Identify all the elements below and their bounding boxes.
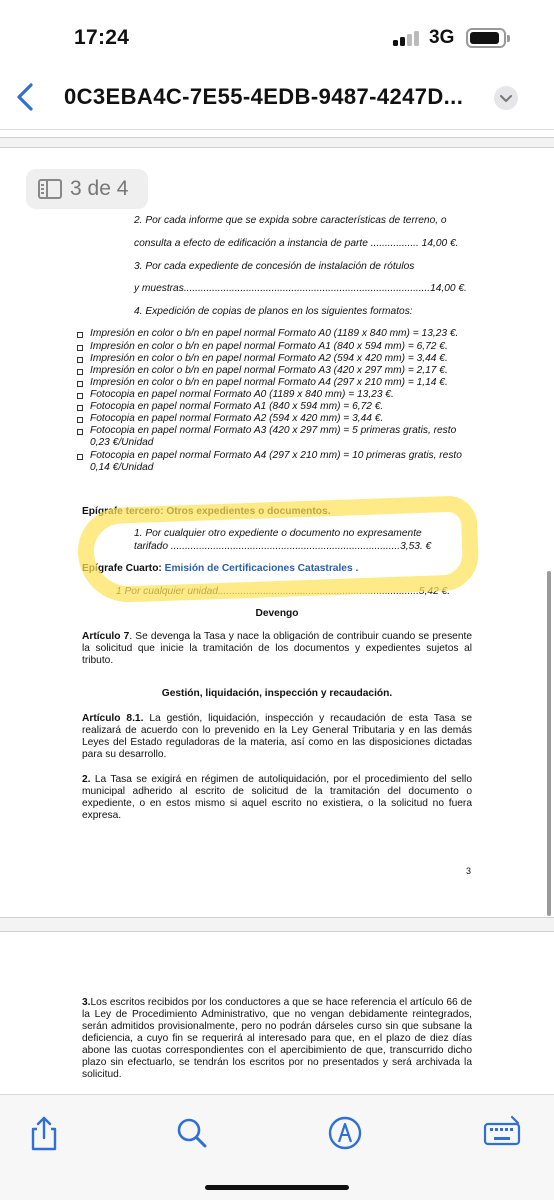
articulo-7-label: Artículo 7 bbox=[82, 631, 130, 642]
list-item: Impresión en color o b/n en papel normal Formato A1 (840 x 594 mm) = 6,72 €. bbox=[90, 341, 475, 353]
search-button[interactable] bbox=[172, 1113, 212, 1153]
title-menu-button[interactable] bbox=[494, 86, 518, 110]
articulo-8-1 bbox=[82, 713, 472, 761]
list-item: Impresión en color o b/n en papel normal Formato A2 (594 x 420 mm) = 3,44 €. bbox=[90, 353, 475, 365]
list-item: Impresión en color o b/n en papel normal Formato A3 (420 x 297 mm) = 2,17 €. bbox=[90, 365, 475, 377]
item-2-line-2: consulta a efecto de edificación a instancia de parte ................. 14,00 €. bbox=[134, 238, 459, 249]
search-icon bbox=[172, 1113, 212, 1153]
scrollbar[interactable] bbox=[547, 571, 551, 916]
list-item: Impresión en color o b/n en papel normal Formato A0 (1189 x 840 mm) = 13,23 €. bbox=[90, 328, 475, 340]
articulo-8-1-label: Artículo 8.1. bbox=[82, 713, 144, 724]
item-3-line-2: y muestras.......................................................................................14,00 €. bbox=[134, 283, 467, 294]
paragraph-3-text: Los escritos recibidos por los conductores a que se hace referencia el artículo 66 de la Ley de Procedimiento Administrativo, que no vengan debidamente reintegrados, serán admitidos provisionalmente, pero no podrán dárseles curso sin que subsane la deficiencia, a cuyo fin se requerirá al interesado para que, en el plazo de diez días abone las cuotas correspondientes con el apercibimiento de que, transcurrido dicho plazo sin efectuarlo, se tendrán los escritos por no presentados y será archivada la solicitud. bbox=[82, 997, 472, 1081]
previous-page bbox=[0, 131, 554, 138]
network-label: 3G bbox=[429, 27, 455, 48]
navigation-bar bbox=[0, 64, 554, 130]
page-number: 3 bbox=[466, 866, 472, 876]
epigrafe-3-title: Epígrafe tercero: Otros expedientes o documentos. bbox=[82, 506, 331, 517]
articulo-8-1-text: La gestión, liquidación, inspección y recaudación de esta Tasa se realizará de acuerdo con lo prevenido en la Ley General Tributaria y en las demás Leyes del Estado reguladoras de la materia, así como en las disposiciones dictadas para su desarrollo. bbox=[82, 713, 472, 761]
epigrafe-4-item: 1 Por cualquier unidad.......................................................................5,42 €. bbox=[116, 586, 451, 597]
list-item: Fotocopia en papel normal Formato A0 (1189 x 840 mm) = 13,23 €. bbox=[90, 389, 475, 401]
page-indicator-label: 3 de 4 bbox=[70, 177, 129, 200]
status-time: 17:24 bbox=[74, 26, 130, 49]
markup-button[interactable] bbox=[325, 1113, 365, 1153]
pdf-page-3 bbox=[0, 147, 554, 918]
epigrafe-4-title bbox=[82, 563, 358, 575]
chevron-down-icon bbox=[494, 86, 518, 110]
paragraph-2-text: La Tasa se exigirá en régimen de autoliquidación, por el procedimiento del sello municipal adherido al escrito de solicitud de la tramitación del documento o expediente, o en estos mismo si aquel escrito no existiera, o la solicitud no fuera expresa. bbox=[82, 774, 472, 822]
articulo-7 bbox=[82, 631, 472, 667]
articulo-7-text: . Se devenga la Tasa y nace la obligación de contribuir cuando se presente la solicitud que inicie la tramitación de los documentos y expedientes sujetos al tributo. bbox=[82, 631, 472, 667]
item-2-line-1: 2. Por cada informe que se expida sobre características de terreno, o bbox=[134, 215, 447, 226]
pdf-viewer[interactable] bbox=[0, 131, 554, 1094]
gestion-heading: Gestión, liquidación, inspección y recaudación. bbox=[161, 688, 393, 699]
document-title: 0C3EBA4C-7E55-4EDB-9487-4247D... bbox=[64, 84, 464, 109]
epigrafe-3-item-line-2: tarifado .................................................................................3,53. € bbox=[134, 541, 432, 552]
keyboard-button[interactable] bbox=[482, 1113, 522, 1153]
pdf-page-4 bbox=[0, 931, 554, 1094]
status-bar bbox=[0, 0, 554, 64]
devengo-heading: Devengo bbox=[255, 608, 299, 619]
list-item: Impresión en color o b/n en papel normal Formato A4 (297 x 210 mm) = 1,14 €. bbox=[90, 377, 475, 389]
epigrafe-3-item-line-1: 1. Por cualquier otro expediente o documento no expresamente bbox=[134, 528, 422, 539]
keyboard-icon bbox=[482, 1113, 522, 1153]
signal-icon bbox=[393, 30, 423, 46]
markup-icon bbox=[325, 1113, 365, 1153]
epigrafe-4-link[interactable]: Emisión de Certificaciones Catastrales . bbox=[161, 563, 359, 574]
paragraph-3 bbox=[82, 997, 472, 1081]
list-item: Fotocopia en papel normal Formato A1 (840 x 594 mm) = 6,72 €. bbox=[90, 401, 475, 413]
back-chevron-icon bbox=[14, 82, 40, 112]
home-indicator[interactable] bbox=[205, 1185, 349, 1190]
item-4: 4. Expedición de copias de planos en los siguientes formatos: bbox=[134, 306, 413, 317]
list-item: Fotocopia en papel normal Formato A3 (420 x 297 mm) = 5 primeras gratis, resto 0,23 €/Unidad bbox=[90, 425, 475, 449]
item-3-line-1: 3. Por cada expediente de concesión de instalación de rótulos bbox=[134, 261, 415, 272]
share-icon bbox=[24, 1113, 64, 1153]
share-button[interactable] bbox=[24, 1113, 64, 1153]
copy-price-list bbox=[90, 328, 475, 474]
epigrafe-4-label: Epígrafe Cuarto: bbox=[82, 563, 162, 574]
paragraph-2-label: 2. bbox=[82, 774, 91, 785]
paragraph-3-label: 3. bbox=[82, 997, 91, 1008]
paragraph-2 bbox=[82, 774, 472, 822]
back-button[interactable] bbox=[14, 82, 40, 112]
page-list-icon bbox=[38, 179, 62, 199]
list-item: Fotocopia en papel normal Formato A2 (594 x 420 mm) = 3,44 €. bbox=[90, 413, 475, 425]
battery-icon bbox=[466, 28, 506, 48]
list-item: Fotocopia en papel normal Formato A4 (297 x 210 mm) = 10 primeras gratis, resto 0,14 €/Unidad bbox=[90, 450, 475, 474]
page-indicator[interactable] bbox=[26, 169, 148, 209]
